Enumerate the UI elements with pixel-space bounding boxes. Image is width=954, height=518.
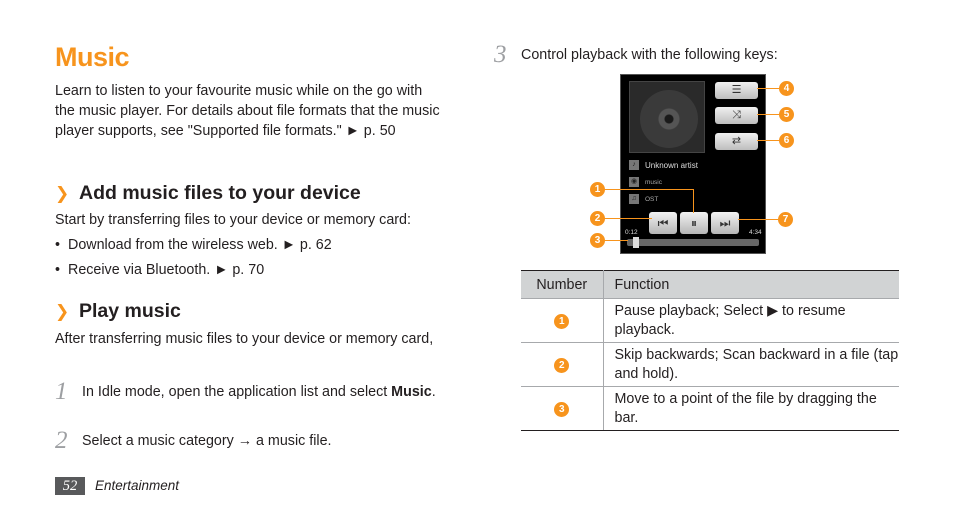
section-heading-add-music: [55, 182, 361, 205]
table-header-row: [521, 271, 899, 299]
table-row: [521, 299, 899, 343]
callout-badge: 2: [554, 358, 569, 373]
table-cell: Move to a point of the file by dragging the bar.: [603, 387, 899, 431]
callout-line: [604, 218, 652, 219]
list-item: • Receive via Bluetooth. ► p. 70: [55, 262, 265, 278]
page-number: 52: [55, 477, 85, 495]
intro-paragraph: Learn to listen to your favourite music while on the go with the music player. For details about file formats that the music player supports, see "Supported file formats." ► p. 50: [55, 83, 440, 139]
step-text: Control playback with the following keys:: [521, 47, 778, 63]
shuffle-icon: ⤨: [732, 109, 741, 121]
forward-icon: ⏭: [719, 216, 731, 230]
list-item: • Download from the wireless web. ► p. 62: [55, 237, 332, 253]
time-elapsed: 0:12: [625, 229, 638, 236]
callout-badge: 1: [554, 314, 569, 329]
shuffle-button[interactable]: [715, 107, 758, 124]
table-header: Function: [603, 271, 899, 299]
section-heading-play-music: [55, 300, 181, 323]
repeat-button[interactable]: [715, 133, 758, 150]
genre-icon: ♫: [629, 194, 639, 204]
callout-6: 6: [779, 133, 794, 148]
callout-line: [757, 140, 779, 141]
callout-line: [738, 219, 778, 220]
chevron-right-icon: ❯: [55, 301, 70, 321]
progress-bar[interactable]: [627, 239, 759, 246]
forward-button[interactable]: [711, 212, 739, 234]
genre-row: ♫ OST: [629, 193, 658, 205]
table-row: [521, 343, 899, 387]
callout-line: [757, 114, 779, 115]
table-header: Number: [521, 271, 603, 299]
music-player-screenshot: [620, 74, 766, 254]
callout-badge: 3: [554, 402, 569, 417]
album-row: ◉ music: [630, 178, 662, 186]
callout-line: [604, 189, 694, 190]
page-title: Music: [55, 42, 130, 72]
progress-handle[interactable]: [633, 237, 639, 248]
step-text: Select a music category → a music file.: [82, 433, 332, 449]
step-text: In Idle mode, open the application list and select Music.: [82, 384, 436, 400]
section-heading-label: Play music: [79, 300, 181, 322]
table-row: [521, 387, 899, 431]
footer-section-label: Entertainment: [95, 478, 180, 493]
repeat-icon: ⇄: [731, 135, 742, 147]
section-text: Start by transferring files to your device or memory card:: [55, 212, 411, 228]
callout-5: 5: [779, 107, 794, 122]
step-number: 3: [494, 41, 507, 68]
playlist-button[interactable]: [715, 82, 758, 99]
chevron-right-icon: ❯: [55, 183, 70, 203]
pause-icon: ⏸: [690, 216, 697, 230]
album-icon: ◉: [630, 178, 638, 185]
list-icon: ☰: [731, 84, 742, 96]
pause-button[interactable]: [680, 212, 708, 234]
callout-line: [604, 240, 628, 241]
time-total: 4:34: [749, 229, 762, 236]
rewind-icon: ⏮: [657, 216, 669, 230]
callout-line: [757, 88, 779, 89]
artist-row: ♪ Unknown artist: [629, 159, 698, 171]
album-art: [629, 81, 705, 153]
callout-7: 7: [778, 212, 793, 227]
section-text: After transferring music files to your device or memory card,: [55, 331, 434, 347]
callout-line: [693, 189, 694, 213]
rewind-button[interactable]: [649, 212, 677, 234]
callout-3: 3: [590, 233, 605, 248]
callout-4: 4: [779, 81, 794, 96]
table-cell: Skip backwards; Scan backward in a file (tap and hold).: [603, 343, 899, 387]
table-cell: Pause playback; Select ▶ to resume playback.: [603, 299, 899, 343]
disc-icon: [640, 90, 698, 148]
step-number: 2: [55, 427, 68, 454]
callout-2: 2: [590, 211, 605, 226]
callout-1: 1: [590, 182, 605, 197]
section-heading-label: Add music files to your device: [79, 182, 361, 204]
artist-icon: ♪: [629, 160, 639, 170]
function-table: [521, 270, 899, 431]
step-number: 1: [55, 378, 68, 405]
